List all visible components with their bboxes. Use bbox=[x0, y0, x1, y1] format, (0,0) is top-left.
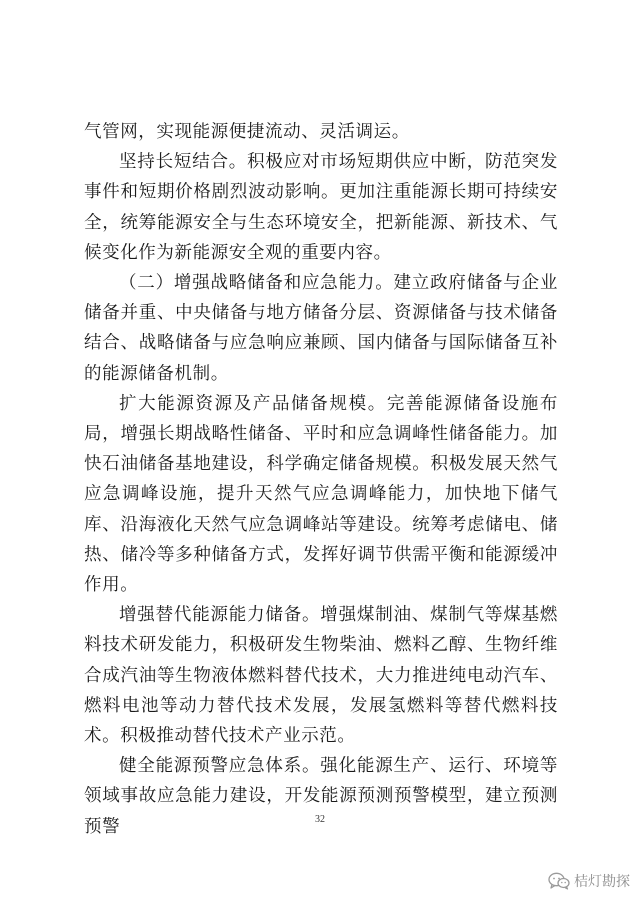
paragraph-4: 扩大能源资源及产品储备规模。完善能源储备设施布局，增强长期战略性储备、平时和应急调峰性储备能力。加快石油储备基地建设，科学确定储备规模。积极发展天然气应急调峰设施，提升天然气应急调峰能力，加快地下储气库、沿海液化天然气应急调峰站等建设。统筹考虑储电、储热、储冷等多种储备方式，发挥好调节供需平衡和能源缓冲作用。 bbox=[84, 393, 558, 596]
page-number: 32 bbox=[315, 814, 325, 825]
document-body bbox=[84, 117, 558, 842]
paragraph-6: 健全能源预警应急体系。强化能源生产、运行、环境等领域事故应急能力建设，开发能源预测预警模型，建立预测预警 bbox=[84, 756, 558, 837]
paragraph-5: 增强替代能源能力储备。增强煤制油、煤制气等煤基燃料技术研发能力，积极研发生物柴油、燃料乙醇、生物纤维合成汽油等生物液体燃料替代技术，大力推进纯电动汽车、燃料电池等动力替代技术发展，发展氢燃料等替代燃料技术。积极推动替代技术产业示范。 bbox=[84, 605, 558, 747]
watermark-text: 桔灯勘探 bbox=[574, 874, 630, 890]
paragraph-3: （二）增强战略储备和应急能力。建立政府储备与企业储备并重、中央储备与地方储备分层、资源储备与技术储备结合、战略储备与应急响应兼顾、国内储备与国际储备互补的能源储备机制。 bbox=[84, 273, 558, 384]
wechat-icon bbox=[548, 872, 570, 890]
paragraph-1: 气管网，实现能源便捷流动、灵活调运。 bbox=[84, 122, 410, 142]
paragraph-2: 坚持长短结合。积极应对市场短期供应中断，防范突发事件和短期价格剧烈波动影响。更加注重能源长期可持续安全，统筹能源安全与生态环境安全，把新能源、新技术、气候变化作为新能源安全观的重要内容。 bbox=[84, 152, 558, 263]
watermark bbox=[548, 871, 630, 891]
